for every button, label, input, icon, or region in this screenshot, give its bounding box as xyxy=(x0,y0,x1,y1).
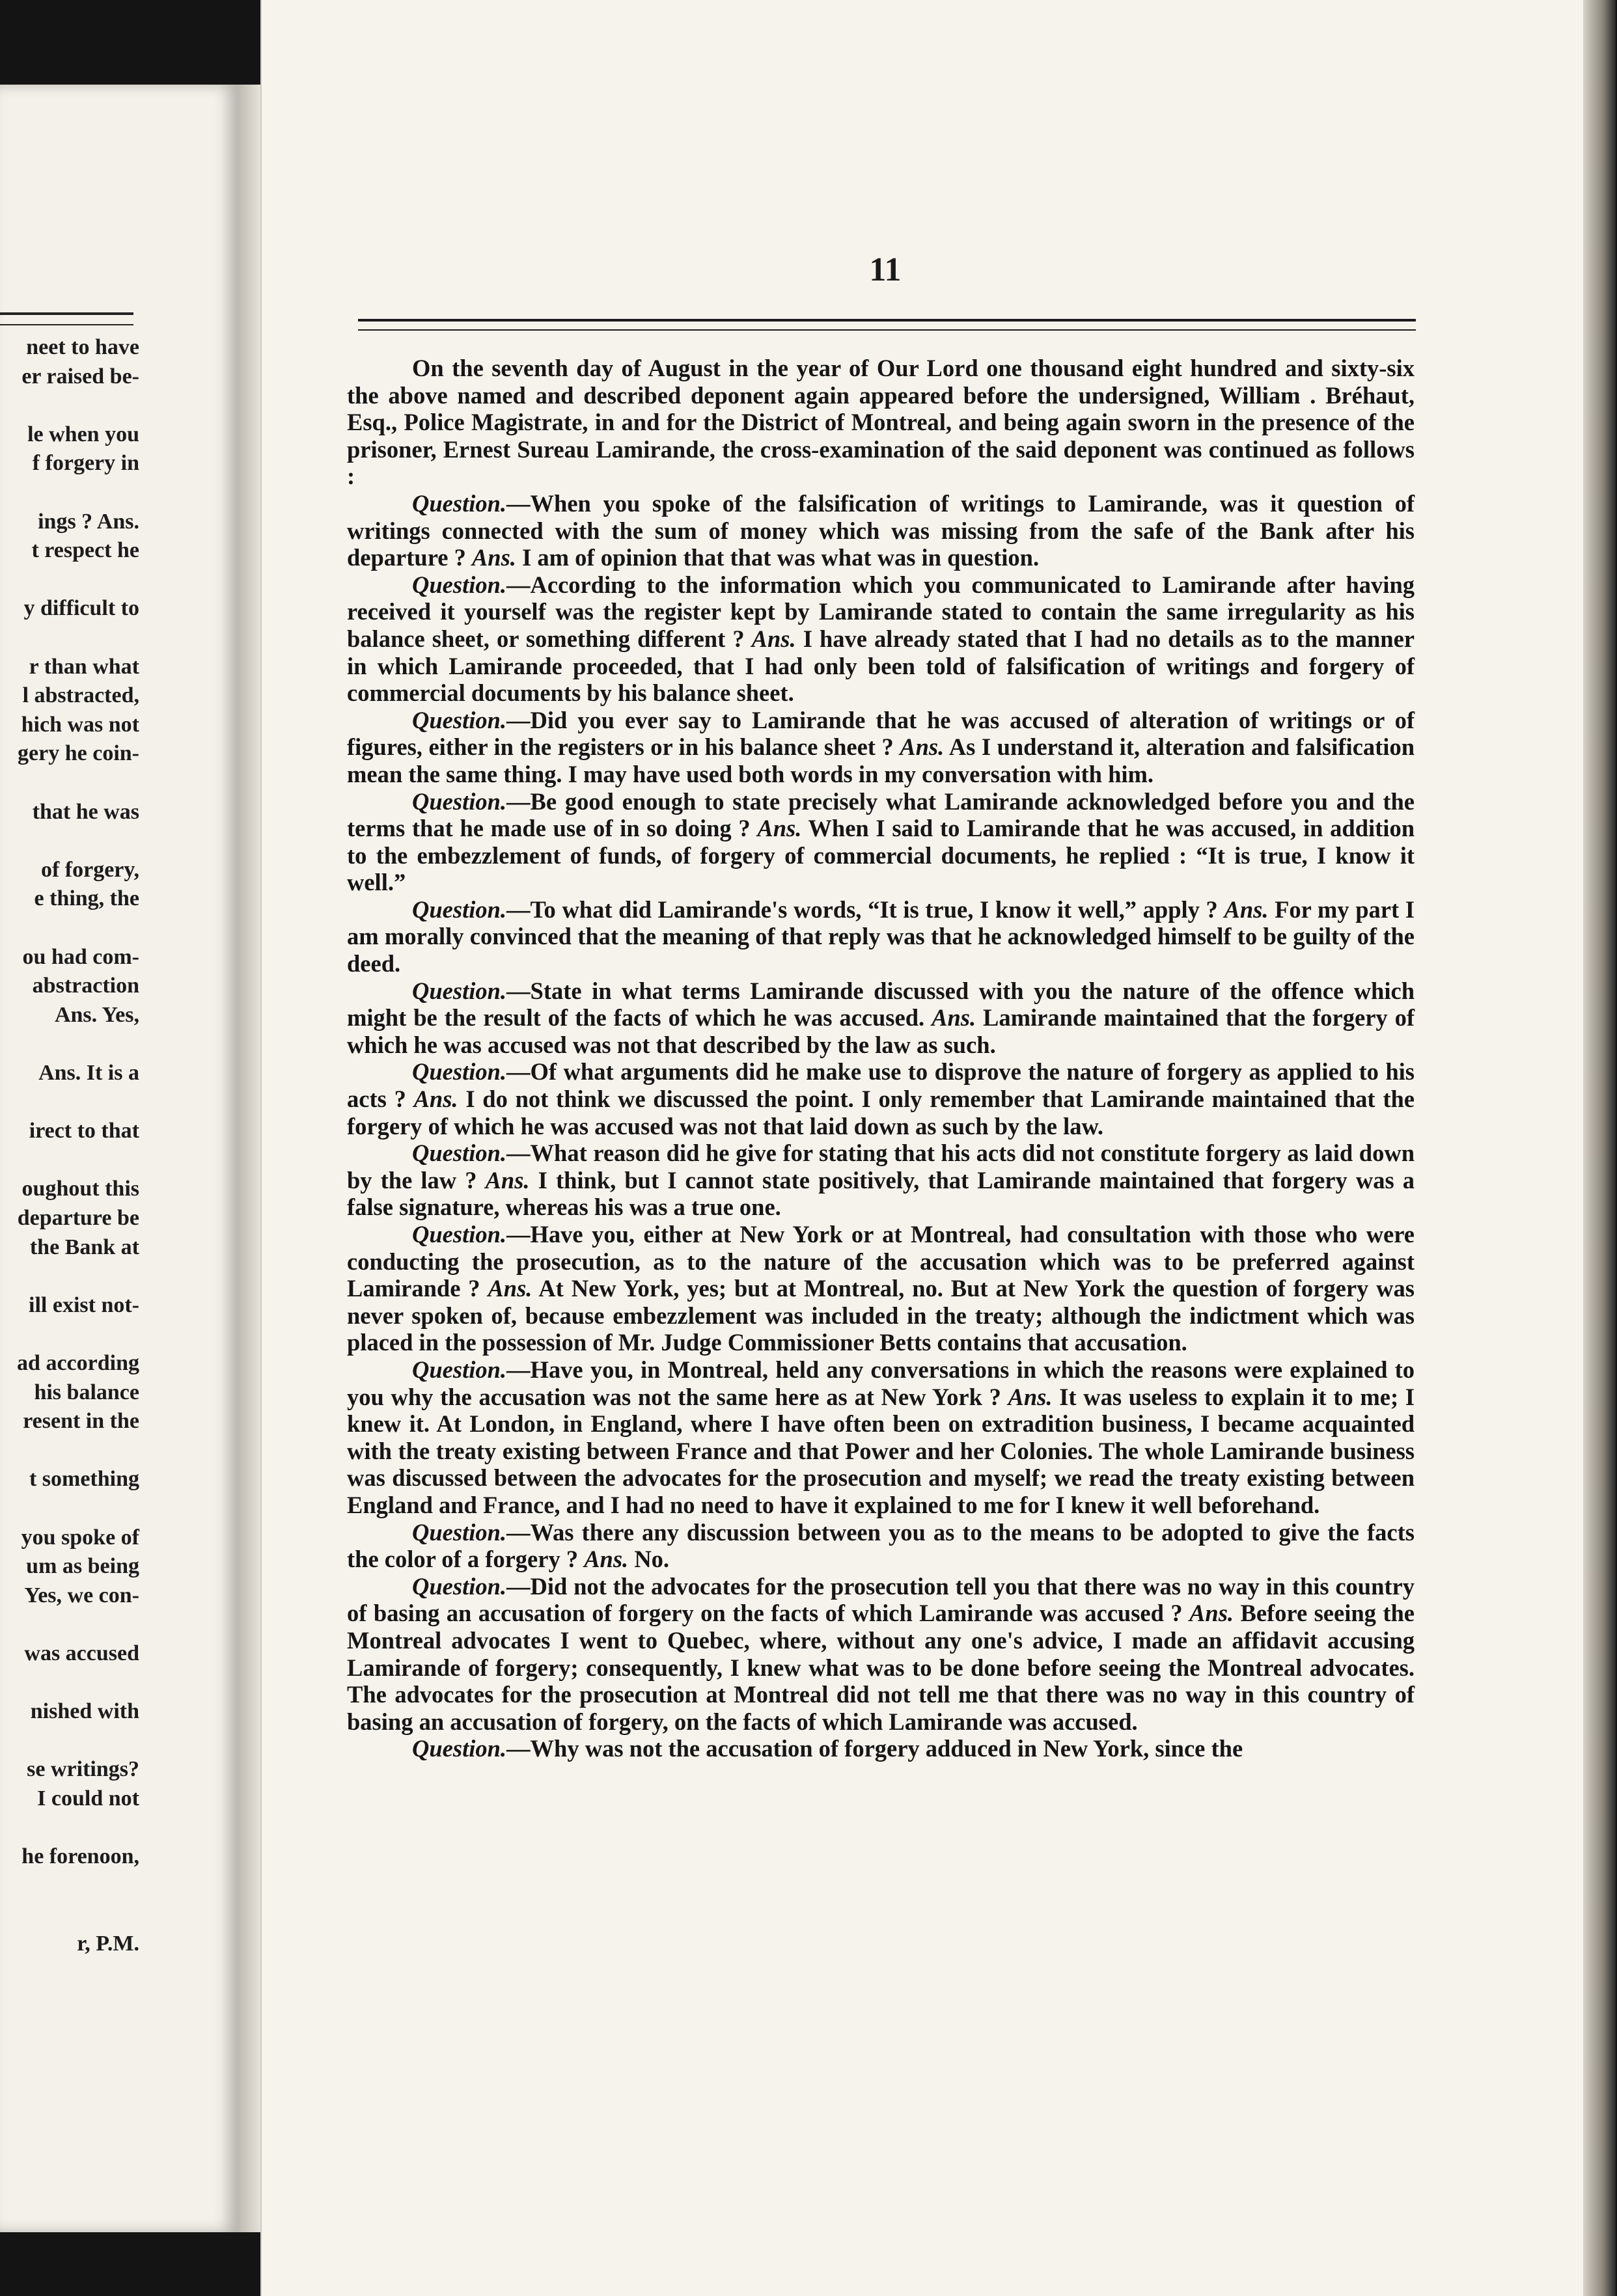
question-label: Question. xyxy=(412,1221,507,1248)
left-page-line: y difficult to xyxy=(23,596,139,621)
paragraph-text: —Why was not the accusation of forgery adduced in New York, since the xyxy=(506,1735,1243,1762)
left-page-line: f forgery in xyxy=(32,451,139,476)
left-page-line: you spoke of xyxy=(21,1525,139,1550)
left-page-line: neet to have xyxy=(26,335,139,359)
left-page-line: r than what xyxy=(29,654,139,679)
left-page-line: le when you xyxy=(27,422,139,446)
paragraph-text: —What reason did he give for stating that his acts did not constitute forgery as laid down by the law ? Ans. I think, but I cannot state positively, that Lamirande maintained that forgery was a false signature, whereas his was a true one. xyxy=(347,1140,1415,1221)
question-label: Question. xyxy=(412,1356,507,1383)
paragraph xyxy=(347,896,1415,977)
paragraph xyxy=(347,788,1415,896)
paragraph xyxy=(347,1519,1415,1573)
left-page-line: resent in the xyxy=(23,1409,139,1434)
paragraph xyxy=(347,707,1415,788)
body-text xyxy=(347,355,1415,1762)
paragraph xyxy=(347,490,1415,571)
paragraph-text: —Did not the advocates for the prosecution tell you that there was no way in this country of basing an accusation of forgery on the facts of which Lamirande was accused ? Ans. Before seeing the Montreal advocates I went to Quebec, where, without any one's advice, I made an affidavit accusing Lamirande of forgery; consequently, I knew what was to be done before seeing the Montreal advocates. The advocates for the prosecution at Montreal did not tell me that there was no way in this country of basing an accusation of forgery, on the facts of which Lamirande was accused. xyxy=(347,1572,1415,1735)
paragraph-text: —Be good enough to state precisely what Lamirande acknowledged before you and the terms that he made use of in so doing ? Ans. When I said to Lamirande that he was accused, in addition to the embezzlement of funds, of forgery of commercial documents, he replied : “It is true, I know it well.” xyxy=(347,787,1415,896)
question-label: Question. xyxy=(412,977,507,1004)
paragraph-text: —State in what terms Lamirande discussed with you the nature of the offence which might be the result of the facts of which he was accused. Ans. Lamirande maintained that the forgery of which he was accused was not that described by the law as such. xyxy=(347,977,1415,1058)
paragraph-text: —Did you ever say to Lamirande that he was accused of alteration of writings or of figures, either in the registers or in his balance sheet ? Ans. As I understand it, alteration and falsification mean the same thing. I may have used both words in my conversation with him. xyxy=(347,706,1415,787)
question-label: Question. xyxy=(412,571,507,598)
left-page-line: t something xyxy=(29,1467,139,1492)
paragraph-text: —Of what arguments did he make use to disprove the nature of forgery as applied to his acts ? Ans. I do not think we discussed the point. I only remember that Lamirande maintained that the forgery of which he was accused was not that laid down as such by the law. xyxy=(347,1058,1415,1140)
book-gutter xyxy=(238,85,264,2232)
paragraph-text: —To what did Lamirande's words, “It is true, I know it well,” apply ? Ans. For my part I am morally convinced that the meaning of that reply was that he acknowledged himself to be guilty of the deed. xyxy=(347,895,1415,977)
question-label: Question. xyxy=(412,787,507,815)
paragraph xyxy=(347,571,1415,707)
question-label: Question. xyxy=(412,489,507,517)
left-page-line: ad according xyxy=(17,1351,139,1375)
question-label: Question. xyxy=(412,1572,507,1600)
left-page-line: t respect he xyxy=(31,538,139,563)
paragraph-text: —Was there any discussion between you as to the means to be adopted to give the facts the color of a forgery ? Ans. No. xyxy=(347,1518,1415,1573)
paragraph xyxy=(347,355,1415,490)
left-page-line: e thing, the xyxy=(34,886,139,911)
left-page-line: I could not xyxy=(37,1786,139,1811)
question-label: Question. xyxy=(412,1735,507,1762)
left-page-line: oughout this xyxy=(21,1177,139,1201)
left-page-line: was accused xyxy=(24,1641,139,1665)
left-page-line: his balance xyxy=(34,1380,139,1404)
left-page-line: hich was not xyxy=(21,712,139,737)
question-label: Question. xyxy=(412,1518,507,1546)
page-edge xyxy=(1583,0,1616,2296)
left-page-line: se writings? xyxy=(27,1757,139,1782)
question-label: Question. xyxy=(412,706,507,733)
left-page-line: l abstracted, xyxy=(22,683,139,708)
left-page-line: the Bank at xyxy=(29,1235,139,1259)
paragraph xyxy=(347,1140,1415,1221)
paragraph-text: —Have you, either at New York or at Montreal, had consultation with those who were conducting the prosecution, as to the nature of the accusation which was to be preferred against Lamirande ? Ans. At New York, yes; but at Montreal, no. But at New York the question of forgery was never spoken of, because embezzlement was included in the treaty; although the indictment which was placed in the possession of Mr. Judge Commissioner Betts contains that accusation. xyxy=(347,1221,1415,1356)
paragraph-text: —Have you, in Montreal, held any conversations in which the reasons were explained to you why the accusation was not the same here as at New York ? Ans. It was useless to explain it to me; I knew it. At London, in England, where I have often been on extradition business, I became acquainted with the treaty existing between France and that Power and her Colonies. The whole Lamirande business was discussed between the advocates for the prosecution and myself; we read the treaty existing between England and France, and I had no need to have it explained to me for I knew it well beforehand. xyxy=(347,1356,1415,1518)
question-label: Question. xyxy=(412,1140,507,1167)
paragraph xyxy=(347,977,1415,1059)
paragraph xyxy=(347,1058,1415,1140)
left-page-line: ill exist not- xyxy=(29,1292,139,1317)
left-page-line: Ans. Yes, xyxy=(54,1002,139,1027)
left-page-line: gery he coin- xyxy=(18,741,139,766)
left-page-line: he forenoon, xyxy=(21,1844,139,1869)
left-page-line: abstraction xyxy=(32,974,139,998)
paragraph xyxy=(347,1735,1415,1762)
paragraph-text: On the seventh day of August in the year of Our Lord one thousand eight hundred and sixty-six the above named and described deponent again appeared before the undersigned, William . Bréhaut, Esq., Police Magistrate, in and for the District of Montreal, and being again sworn in the presence of the prisoner, Ernest Sureau Lamirande, the cross-examination of the said deponent was continued as follows : xyxy=(347,355,1415,490)
left-page xyxy=(0,85,238,2232)
page-number: 11 xyxy=(869,251,902,288)
left-page-line: er raised be- xyxy=(21,364,139,389)
header-rule xyxy=(358,319,1416,331)
paragraph xyxy=(347,1573,1415,1736)
left-page-line: departure be xyxy=(17,1206,139,1230)
paragraph-text: —According to the information which you communicated to Lamirande after having received it yourself was the register kept by Lamirande stated to contain the same irregularity as his balance sheet, or something different ? Ans. I have already stated that I had no details as to the manner in which Lamirande proceeded, that I had only been told of falsification of writings and forgery of commercial documents by his balance sheet. xyxy=(347,571,1415,707)
left-page-line: ings ? Ans. xyxy=(38,509,139,534)
left-page-line: ou had com- xyxy=(22,944,139,969)
left-page-line: Yes, we con- xyxy=(24,1583,139,1607)
question-label: Question. xyxy=(412,895,507,923)
left-page-rule xyxy=(0,312,133,325)
left-page-line: irect to that xyxy=(29,1119,139,1143)
paragraph xyxy=(347,1356,1415,1519)
left-page-line: that he was xyxy=(32,799,139,824)
left-page-line: Ans. It is a xyxy=(38,1061,139,1085)
left-page-line: um as being xyxy=(26,1554,139,1579)
left-page-line: of forgery, xyxy=(40,857,139,882)
paragraph xyxy=(347,1221,1415,1356)
paragraph-text: —When you spoke of the falsification of writings to Lamirande, was it question of writings connected with the sum of money which was missing from the safe of the Bank after his departure ? Ans. I am of opinion that that was what was in question. xyxy=(347,489,1415,571)
left-page-line: r, P.M. xyxy=(77,1932,139,1956)
question-label: Question. xyxy=(412,1058,507,1086)
left-page-line: nished with xyxy=(30,1699,139,1724)
